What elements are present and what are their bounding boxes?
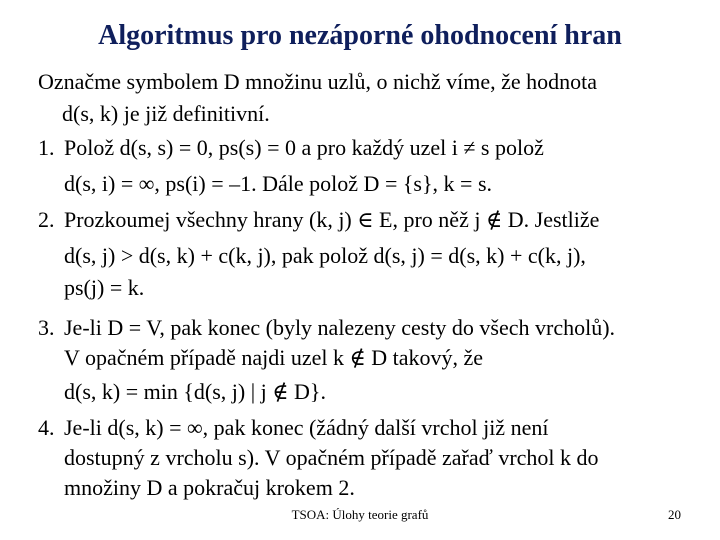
step-1-line-2: d(s, i) = ∞, ps(i) = –1. Dále polož D = {s}, k = s. xyxy=(64,171,493,196)
step-3-line-2: V opačném případě najdi uzel k ∉ D takový, že xyxy=(64,345,484,370)
step-4-number: 4. xyxy=(38,415,55,440)
intro-line-1: Označme symbolem D množinu uzlů, o nichž víme, že hodnota xyxy=(38,69,598,94)
intro-line-2: d(s, k) je již definitivní. xyxy=(62,101,270,126)
step-3-number: 3. xyxy=(38,315,55,340)
step-4-line-1: Je-li d(s, k) = ∞, pak konec (žádný další vrchol již není xyxy=(64,415,549,440)
slide-title: Algoritmus pro nezáporné ohodnocení hran xyxy=(98,20,622,51)
step-1-line-1: Polož d(s, s) = 0, ps(s) = 0 a pro každý uzel i ≠ s polož xyxy=(64,135,544,160)
step-2-line-3: ps(j) = k. xyxy=(64,275,145,300)
footer-text: TSOA: Úlohy teorie grafů xyxy=(291,507,429,522)
step-2-line-1: Prozkoumej všechny hrany (k, j) ∈ E, pro něž j ∉ D. Jestliže xyxy=(64,207,600,232)
step-3-line-3: d(s, k) = min {d(s, j) | j ∉ D}. xyxy=(64,379,326,404)
step-3-line-1: Je-li D = V, pak konec (byly nalezeny cesty do všech vrcholů). xyxy=(64,315,616,340)
step-2-number: 2. xyxy=(38,207,55,232)
step-2-line-2: d(s, j) > d(s, k) + c(k, j), pak polož d(s, j) = d(s, k) + c(k, j), xyxy=(64,243,586,268)
step-4-line-3: množiny D a pokračuj krokem 2. xyxy=(64,475,355,500)
page-number: 20 xyxy=(668,507,681,522)
step-1-number: 1. xyxy=(38,135,55,160)
step-4-line-2: dostupný z vrcholu s). V opačném případě zařaď vrchol k do xyxy=(64,445,599,470)
